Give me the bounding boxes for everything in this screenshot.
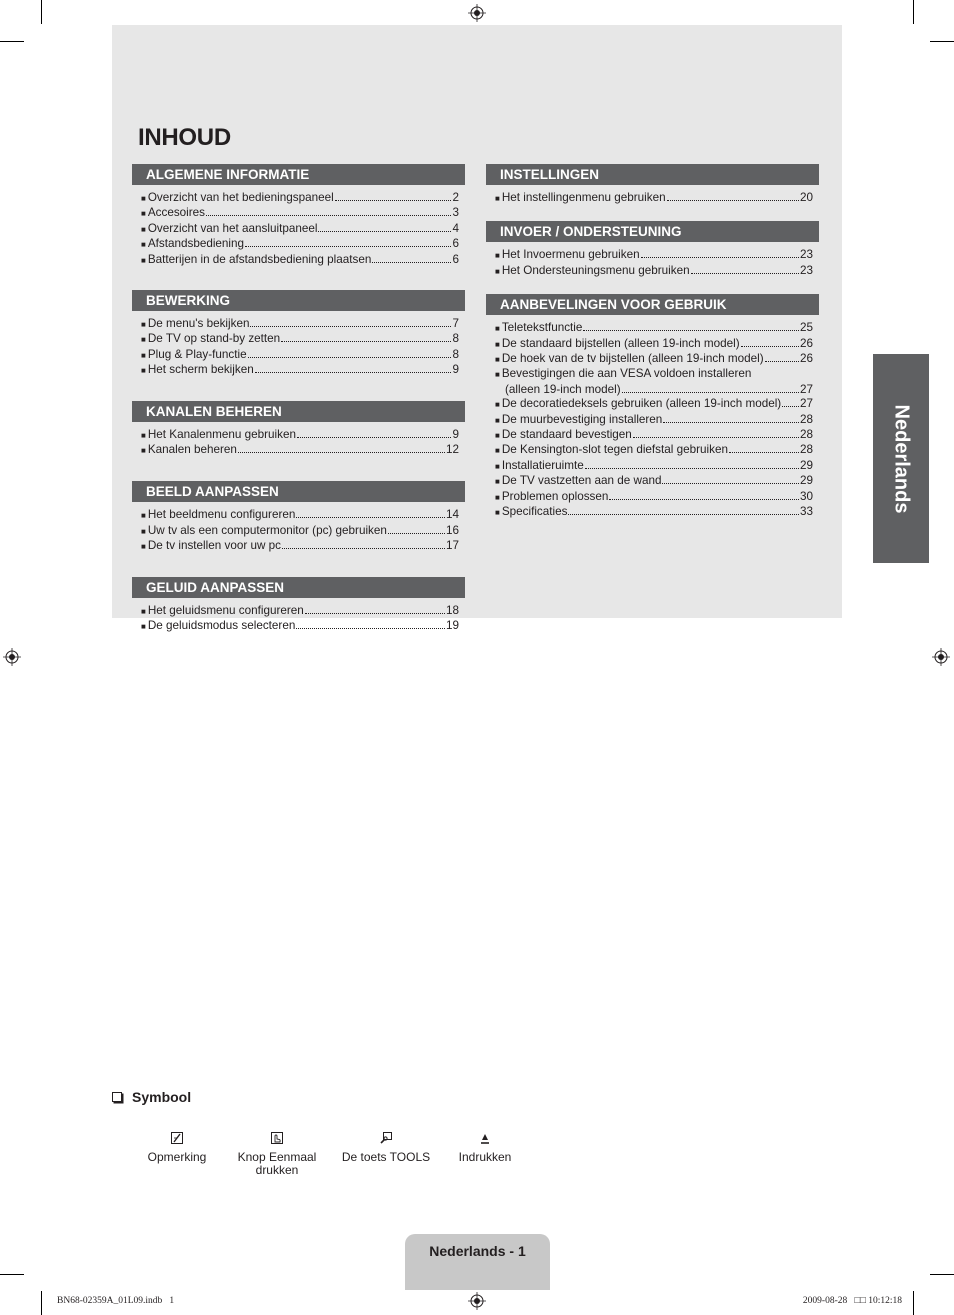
square-bullet-icon: ■ [495,461,500,471]
toc-entry-label: Plug & Play-functie [147,347,247,361]
toc-entry-page: 7 [452,317,459,331]
toc-entry[interactable] [141,317,459,332]
symbol-item [430,1131,540,1164]
checkbox-icon [112,1092,122,1102]
toc-entry-page: 23 [799,248,813,262]
square-bullet-icon: ■ [141,430,146,440]
toc-entry-label: Accesoires [147,206,206,220]
registration-mark-icon [468,4,486,22]
toc-entry-label: Bevestigingen die aan VESA voldoen installeren [501,367,752,381]
dot-leader [245,246,451,247]
symbol-item [122,1131,232,1164]
press-icon [478,1131,492,1145]
section-header: BEELD AANPASSEN [132,481,465,502]
section-header: INSTELLINGEN [486,164,819,185]
dot-leader [691,273,799,274]
toc-entry-label: Afstandsbediening [147,237,245,251]
symbol-label: Opmerking [147,1150,207,1164]
toc-column-right [486,164,819,521]
toc-entry-label: Het geluidsmenu configureren [147,603,304,617]
square-bullet-icon: ■ [495,508,500,518]
toc-entry-label: De standaard bevestigen [501,428,632,442]
toc-entry-page: 26 [799,336,813,350]
dot-leader [372,262,451,263]
toc-entry-page: 12 [445,443,459,457]
toc-entry-page: 30 [799,489,813,503]
toc-section [486,221,819,279]
print-slug-file: BN68-02359A_01L09.indb 1 [57,1296,175,1306]
toc-entry[interactable] [495,413,813,428]
print-slug-datetime: 2009-08-28 □□ 10:12:18 [802,1296,902,1306]
dot-leader [622,392,799,393]
toc-entry[interactable] [495,505,813,520]
toc-entry-label: Uw tv als een computermonitor (pc) gebruiken [147,523,387,537]
symbol-item [331,1131,441,1164]
toc-entry[interactable] [141,348,459,363]
toc-entry-page: 28 [799,443,813,457]
toc-entry-label: De decoratiedeksels gebruiken (alleen 19-inch model) [501,397,782,411]
toc-entry-page: 25 [799,321,813,335]
dot-leader [633,437,799,438]
toc-entry[interactable] [141,508,459,523]
toc-entry[interactable] [141,191,459,206]
dot-leader [662,483,799,484]
toc-entry-page: 8 [452,347,459,361]
section-header: INVOER / ONDERSTEUNING [486,221,819,242]
toc-entry-label: Teletekstfunctie [501,321,583,335]
crop-mark [41,1291,42,1315]
square-bullet-icon: ■ [495,251,500,261]
toc-entry-label: Installatieruimte [501,458,584,472]
toc-entry[interactable] [495,397,813,412]
toc-entry-page: 27 [799,397,813,411]
toc-entry-label: Het Kanalenmenu gebruiken [147,427,296,441]
square-bullet-icon: ■ [141,320,146,330]
toc-entry-label: Problemen oplossen [501,489,609,503]
section-header: GELUID AANPASSEN [132,577,465,598]
toc-entry[interactable] [141,237,459,252]
crop-mark [41,0,42,24]
dot-leader [206,215,451,216]
toc-entry[interactable] [495,443,813,458]
dot-leader [248,357,452,358]
one-touch-button-icon [270,1131,284,1145]
toc-entry-page: 23 [799,263,813,277]
dot-leader [388,533,445,534]
symbol-item [222,1131,332,1177]
tools-button-icon [379,1131,393,1145]
toc-column-left [132,164,465,635]
toc-entry-page: 2 [452,191,459,204]
toc-entry-label: Het instellingenmenu gebruiken [501,191,666,204]
toc-entry-label: Overzicht van het aansluitpaneel [147,221,318,235]
toc-entry-label: De standaard bijstellen (alleen 19-inch model) [501,336,740,350]
toc-entry-page: 19 [445,619,459,633]
crop-mark [930,41,954,42]
toc-entry-label: Batterijen in de afstandsbediening plaatsen [147,252,372,266]
toc-entry-page: 3 [452,206,459,220]
square-bullet-icon: ■ [141,606,146,616]
square-bullet-icon: ■ [141,542,146,552]
toc-entry-label: De hoek van de tv bijstellen (alleen 19-inch model) [501,352,764,366]
square-bullet-icon: ■ [141,366,146,376]
toc-entry-page: 6 [452,252,459,266]
toc-entry[interactable] [141,619,459,634]
toc-entry-label: De TV op stand-by zetten [147,332,281,346]
square-bullet-icon: ■ [495,446,500,456]
toc-list [486,242,819,279]
square-bullet-icon: ■ [141,446,146,456]
toc-section [486,164,819,206]
toc-entry-page: 26 [799,352,813,366]
toc-entry-page: 9 [452,363,459,377]
dot-leader [281,341,451,342]
dot-leader [583,330,799,331]
crop-mark [913,0,914,24]
toc-section [132,401,465,459]
square-bullet-icon: ■ [495,477,500,487]
toc-section [132,577,465,635]
dot-leader [663,422,799,423]
language-tab [873,354,929,563]
square-bullet-icon: ■ [495,266,500,276]
symbol-label: Knop Eenmaal drukken [237,1150,317,1177]
section-header: AANBEVELINGEN VOOR GEBRUIK [486,294,819,315]
toc-entry[interactable] [495,428,813,443]
toc-entry[interactable] [141,524,459,539]
toc-section [486,294,819,520]
toc-entry[interactable] [141,222,459,237]
dot-leader [255,372,452,373]
dot-leader [568,514,799,515]
square-bullet-icon: ■ [495,355,500,365]
toc-list [132,422,465,459]
square-bullet-icon: ■ [141,209,146,219]
crop-mark [930,1274,954,1275]
dot-leader [282,548,445,549]
square-bullet-icon: ■ [495,431,500,441]
square-bullet-icon: ■ [141,526,146,536]
square-bullet-icon: ■ [495,324,500,334]
toc-entry-label: Overzicht van het bedieningspaneel [147,191,334,204]
toc-entry[interactable] [495,490,813,505]
toc-entry[interactable] [141,443,459,458]
toc-entry[interactable] [495,352,813,367]
square-bullet-icon: ■ [141,224,146,234]
toc-entry[interactable] [141,206,459,221]
crop-mark [0,41,24,42]
toc-entry[interactable] [141,363,459,378]
toc-entry-page: 9 [452,427,459,441]
toc-entry[interactable] [495,191,813,206]
square-bullet-icon: ■ [495,415,500,425]
toc-list [132,598,465,635]
square-bullet-icon: ■ [495,339,500,349]
toc-entry-page: 14 [445,508,459,522]
toc-entry-continuation[interactable] [495,383,813,397]
registration-mark-icon [3,648,21,666]
dot-leader [296,628,445,629]
toc-list [132,185,465,268]
square-bullet-icon: ■ [495,194,500,203]
toc-entry[interactable] [495,264,813,279]
registration-mark-icon [468,1292,486,1310]
toc-entry-label: De Kensington-slot tegen diefstal gebruiken [501,443,728,457]
toc-entry[interactable] [141,604,459,619]
dot-leader [250,326,451,327]
toc-entry-page: 17 [445,539,459,553]
crop-mark [913,1291,914,1315]
toc-entry-page: 28 [799,428,813,442]
dot-leader [782,406,799,407]
toc-entry[interactable] [495,321,813,336]
toc-entry[interactable] [495,248,813,263]
toc-list [132,502,465,554]
dot-leader [238,452,445,453]
toc-section [132,290,465,379]
toc-entry-label: Kanalen beheren [147,443,237,457]
toc-entry-label: De TV vastzetten aan de wand [501,474,662,488]
toc-section [132,481,465,554]
toc-entry[interactable] [141,332,459,347]
page-number-label: Nederlands - 1 [429,1243,526,1259]
toc-entry[interactable] [495,367,813,382]
toc-entry[interactable] [495,337,813,352]
toc-entry-page: 33 [799,505,813,519]
toc-entry-page: 29 [799,458,813,472]
dot-leader [667,200,799,201]
language-tab-label: Nederlands [890,404,913,513]
toc-section [132,164,465,268]
toc-entry-page: 27 [799,382,813,396]
dot-leader [297,437,451,438]
toc-entry-page: 18 [445,603,459,617]
square-bullet-icon: ■ [495,370,500,380]
toc-entry-page: 28 [799,412,813,426]
crop-mark [0,1274,24,1275]
note-icon [170,1131,184,1145]
dot-leader [741,346,799,347]
toc-entry-label: Het Ondersteuningsmenu gebruiken [501,263,690,277]
square-bullet-icon: ■ [495,492,500,502]
dot-leader [318,231,451,232]
dot-leader [641,257,799,258]
toc-list [132,311,465,379]
square-bullet-icon: ■ [141,335,146,345]
toc-entry-label: Het Invoermenu gebruiken [501,248,640,262]
toc-list [486,315,819,520]
dot-leader [296,517,445,518]
toc-entry-label: De muurbevestiging installeren [501,412,663,426]
toc-entry[interactable] [141,428,459,443]
section-header: ALGEMENE INFORMATIE [132,164,465,185]
symbol-legend-title: Symbool [132,1089,192,1105]
toc-entry-page: 16 [445,523,459,537]
toc-entry[interactable] [141,539,459,554]
square-bullet-icon: ■ [141,255,146,265]
toc-entry-label: (alleen 19-inch model) [505,382,621,396]
toc-entry-page: 29 [799,474,813,488]
toc-entry-label: De geluidsmodus selecteren [147,619,296,633]
square-bullet-icon: ■ [141,240,146,250]
square-bullet-icon: ■ [495,400,500,410]
toc-entry-label: Het scherm bekijken [147,363,254,377]
symbol-label: De toets TOOLS [341,1150,431,1164]
toc-entry[interactable] [495,459,813,474]
dot-leader [305,613,445,614]
toc-entry[interactable] [141,253,459,268]
toc-entry-label: De tv instellen voor uw pc [147,539,282,553]
toc-entry-label: De menu's bekijken [147,317,250,331]
square-bullet-icon: ■ [141,511,146,521]
dot-leader [335,200,452,201]
section-header: BEWERKING [132,290,465,311]
toc-entry-page: 20 [799,191,813,204]
page-number-tab [405,1234,550,1290]
section-header: KANALEN BEHEREN [132,401,465,422]
dot-leader [729,452,799,453]
page-title: INHOUD [138,124,231,151]
dot-leader [609,499,799,500]
symbol-legend-heading [112,1089,191,1105]
symbol-label: Indrukken [458,1150,512,1164]
toc-entry-label: Specificaties [501,505,568,519]
toc-list [486,185,819,206]
dot-leader [585,468,799,469]
toc-entry-label: Het beeldmenu configureren [147,508,296,522]
registration-mark-icon [932,648,950,666]
dot-leader [765,361,799,362]
square-bullet-icon: ■ [141,194,146,203]
toc-entry-page: 6 [452,237,459,251]
toc-entry-page: 8 [452,332,459,346]
toc-entry[interactable] [495,474,813,489]
toc-entry-page: 4 [452,221,459,235]
square-bullet-icon: ■ [141,350,146,360]
square-bullet-icon: ■ [141,622,146,632]
